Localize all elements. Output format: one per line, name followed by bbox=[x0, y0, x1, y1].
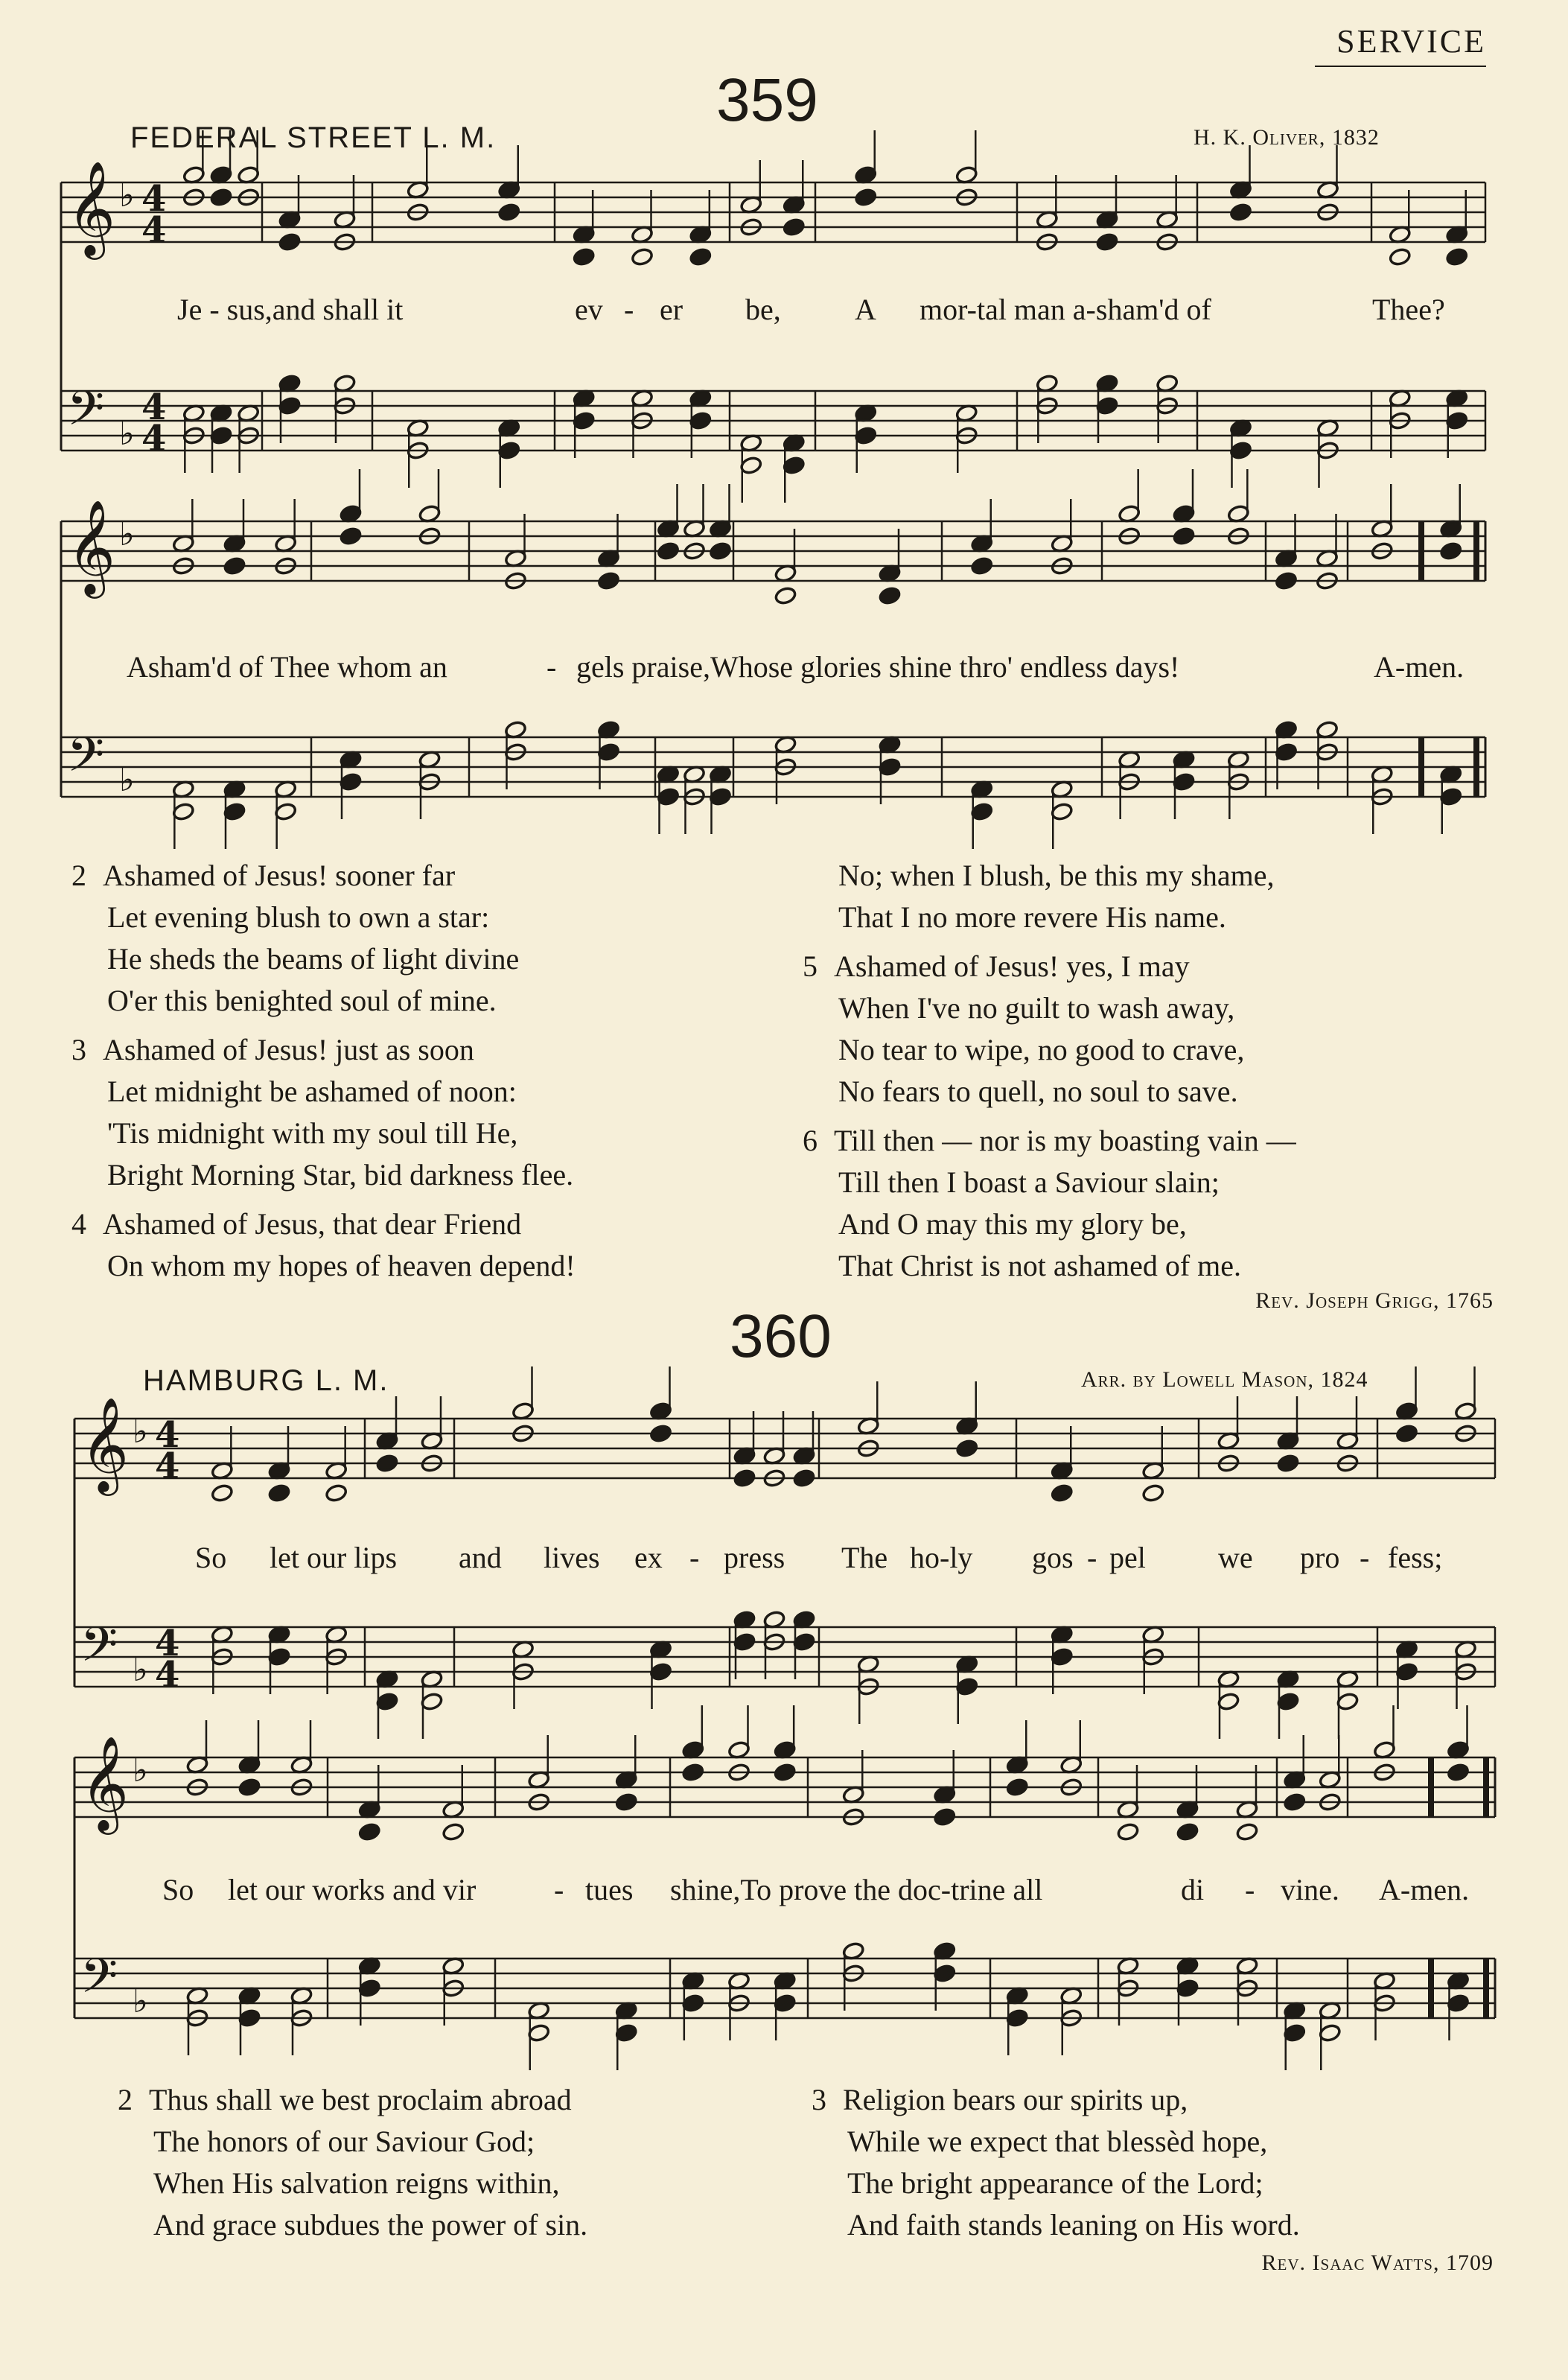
treble-clef-icon: 𝄞 bbox=[67, 499, 116, 594]
note-head bbox=[238, 2008, 261, 2028]
note-head bbox=[1395, 1424, 1418, 1443]
note-head bbox=[615, 1792, 638, 1812]
note-head bbox=[210, 426, 233, 445]
note-head bbox=[358, 1822, 381, 1842]
time-signature-top: 4 bbox=[155, 1623, 180, 1664]
verse-line: Thus shall we best proclaim abroad bbox=[149, 2083, 572, 2116]
treble-clef-icon: 𝄞 bbox=[80, 1396, 130, 1492]
note-head bbox=[421, 1692, 444, 1711]
note-head bbox=[210, 188, 233, 207]
verse-line: Ashamed of Jesus, that dear Friend bbox=[103, 1207, 522, 1241]
hymn-359-author: Rev. Joseph Grigg, 1765 bbox=[1255, 1288, 1494, 1313]
verse-number: 2 bbox=[118, 2083, 133, 2116]
note-head bbox=[1445, 411, 1468, 430]
lyric-syllable: - bbox=[546, 650, 557, 684]
note-head bbox=[879, 586, 902, 605]
note-head bbox=[1096, 396, 1119, 416]
verse-line: 'Tis midnight with my soul till He, bbox=[107, 1116, 518, 1150]
note-head bbox=[1277, 1454, 1300, 1473]
note-head bbox=[597, 742, 620, 762]
note-head bbox=[172, 802, 195, 821]
verse-line: On whom my hopes of heaven depend! bbox=[107, 1249, 576, 1282]
note-head bbox=[274, 802, 297, 821]
bass-clef-icon: 𝄢 bbox=[80, 1949, 118, 2016]
lyric-syllable: A bbox=[855, 293, 876, 326]
lyric-syllable: pel bbox=[1109, 1541, 1146, 1574]
verse-line: No fears to quell, no soul to save. bbox=[838, 1075, 1238, 1108]
verse-4 bbox=[71, 1203, 576, 1287]
lyric-syllable: - bbox=[1087, 1541, 1097, 1574]
lyric-syllable: - bbox=[624, 293, 634, 326]
verse-2 bbox=[71, 855, 576, 1022]
bass-clef-icon: 𝄢 bbox=[80, 1617, 118, 1684]
time-signature-top: 4 bbox=[155, 1414, 180, 1456]
verse-number: 2 bbox=[71, 859, 86, 892]
note-head bbox=[1096, 232, 1119, 252]
note-head bbox=[1277, 1692, 1300, 1711]
lyric-syllable: Thee? bbox=[1372, 293, 1445, 326]
note-head bbox=[709, 787, 732, 806]
note-head bbox=[325, 1483, 348, 1503]
verse-number: 4 bbox=[71, 1207, 86, 1241]
lyric-syllable: tues bbox=[585, 1873, 634, 1906]
note-head bbox=[442, 1822, 465, 1842]
note-head bbox=[970, 556, 993, 576]
verse-line: When His salvation reigns within, bbox=[153, 2166, 560, 2200]
lyric-syllable: So bbox=[162, 1873, 194, 1906]
verse-line: O'er this benighted soul of mine. bbox=[107, 984, 497, 1017]
note-head bbox=[1275, 742, 1298, 762]
note-head bbox=[689, 411, 713, 430]
bass-clef-icon: 𝄢 bbox=[67, 381, 105, 448]
verse-line: While we expect that blessèd hope, bbox=[847, 2125, 1268, 2158]
hymn-360-verses-left bbox=[118, 2079, 587, 2246]
lyric-syllable: A-men. bbox=[1379, 1873, 1470, 1906]
lyric-syllable: gels praise,Whose glories shine thro' endless days! bbox=[576, 650, 1180, 684]
note-head bbox=[1283, 2023, 1306, 2043]
note-head bbox=[774, 1763, 797, 1782]
time-signature-top: 4 bbox=[141, 178, 167, 220]
lyric-syllable: - bbox=[1245, 1873, 1255, 1906]
verse-line: And grace subdues the power of sin. bbox=[153, 2208, 588, 2241]
note-head bbox=[597, 571, 620, 591]
verse-number: 3 bbox=[71, 1033, 86, 1066]
verse-line: And faith stands leaning on His word. bbox=[847, 2208, 1300, 2241]
note-head bbox=[955, 1677, 978, 1696]
note-head bbox=[1389, 247, 1412, 267]
note-head bbox=[879, 757, 902, 777]
note-head bbox=[238, 1778, 261, 1797]
lyric-syllable: Asham'd of Thee whom an bbox=[127, 650, 447, 684]
lyric-syllable: fess; bbox=[1388, 1541, 1443, 1574]
verse-line: Let midnight be ashamed of noon: bbox=[107, 1075, 517, 1108]
flat-icon: ♭ bbox=[133, 1982, 148, 2020]
lyric-syllable: be, bbox=[745, 293, 781, 326]
note-head bbox=[1439, 787, 1462, 806]
verse-line: When I've no guilt to wash away, bbox=[838, 991, 1235, 1025]
note-head bbox=[340, 526, 363, 546]
note-head bbox=[1217, 1692, 1240, 1711]
lyric-syllable: A-men. bbox=[1374, 650, 1465, 684]
flat-icon: ♭ bbox=[119, 761, 135, 799]
verse-line: Religion bears our spirits up, bbox=[843, 2083, 1188, 2116]
note-head bbox=[970, 802, 993, 821]
flat-icon: ♭ bbox=[133, 1751, 148, 1789]
lyric-syllable: ex bbox=[634, 1541, 663, 1574]
lyric-syllable: gos bbox=[1032, 1541, 1074, 1574]
verse-line: That Christ is not ashamed of me. bbox=[838, 1249, 1242, 1282]
lyric-syllable: er bbox=[660, 293, 683, 326]
note-head bbox=[933, 1964, 956, 1983]
note-head bbox=[268, 1483, 291, 1503]
note-head bbox=[631, 247, 654, 267]
hymn-360-verses-right bbox=[812, 2079, 1300, 2246]
note-head bbox=[793, 1469, 816, 1488]
verse-line: That I no more revere His name. bbox=[838, 900, 1226, 934]
lyric-syllable: ev bbox=[575, 293, 603, 326]
note-head bbox=[340, 772, 363, 792]
verse-number: 3 bbox=[812, 2083, 826, 2116]
hymn-359-composer: H. K. Oliver, 1832 bbox=[1193, 125, 1380, 150]
time-signature-bottom: 4 bbox=[141, 418, 167, 459]
note-head bbox=[278, 232, 302, 252]
note-head bbox=[854, 426, 877, 445]
note-head bbox=[1275, 571, 1298, 591]
note-head bbox=[358, 1979, 381, 1998]
note-head bbox=[1051, 802, 1074, 821]
lyric-syllable: ho-ly bbox=[910, 1541, 973, 1574]
lyric-syllable: lives bbox=[544, 1541, 600, 1574]
note-head bbox=[783, 456, 806, 475]
note-head bbox=[649, 1424, 672, 1443]
note-head bbox=[573, 247, 596, 267]
note-head bbox=[682, 1763, 705, 1782]
note-head bbox=[1173, 772, 1196, 792]
treble-clef-icon: 𝄞 bbox=[67, 160, 116, 255]
hymn-359-verses-right bbox=[803, 855, 1296, 1287]
flat-icon: ♭ bbox=[119, 415, 135, 453]
note-head bbox=[1439, 541, 1462, 561]
note-head bbox=[1173, 526, 1196, 546]
section-label: SERVICE bbox=[1336, 23, 1486, 60]
time-signature-bottom: 4 bbox=[155, 1654, 180, 1696]
verse-4-continued bbox=[803, 855, 1296, 938]
note-head bbox=[1447, 1763, 1470, 1782]
note-head bbox=[211, 1483, 234, 1503]
note-head bbox=[1006, 1778, 1029, 1797]
lyric-syllable: - bbox=[689, 1541, 700, 1574]
note-head bbox=[527, 2023, 550, 2043]
lyric-syllable: So bbox=[195, 1541, 227, 1574]
verse-line: The bright appearance of the Lord; bbox=[847, 2166, 1263, 2200]
note-head bbox=[649, 1662, 672, 1681]
note-head bbox=[657, 541, 680, 561]
verse-line: Ashamed of Jesus! sooner far bbox=[103, 859, 456, 892]
verse-line: Ashamed of Jesus! just as soon bbox=[103, 1033, 474, 1066]
flat-icon: ♭ bbox=[133, 1413, 148, 1451]
note-head bbox=[1051, 1483, 1074, 1503]
note-head bbox=[657, 787, 680, 806]
note-head bbox=[376, 1692, 399, 1711]
note-head bbox=[1006, 2008, 1029, 2028]
note-head bbox=[1395, 1662, 1418, 1681]
note-head bbox=[955, 1439, 978, 1458]
hymn-360-composer: Arr. by Lowell Mason, 1824 bbox=[1081, 1367, 1368, 1392]
note-head bbox=[739, 456, 762, 475]
note-head bbox=[1229, 441, 1252, 460]
verse-number: 5 bbox=[803, 949, 818, 983]
note-head bbox=[223, 802, 246, 821]
flat-icon: ♭ bbox=[133, 1651, 148, 1689]
note-head bbox=[1176, 1979, 1199, 1998]
note-head bbox=[1283, 1792, 1306, 1812]
verse-6 bbox=[803, 1120, 1296, 1287]
hymn-359-number: 359 bbox=[716, 66, 818, 134]
note-head bbox=[1447, 1994, 1470, 2013]
note-head bbox=[1336, 1692, 1360, 1711]
hymn-360-tune: HAMBURG L. M. bbox=[143, 1364, 389, 1397]
hymn-360-number: 360 bbox=[730, 1302, 832, 1370]
verse-number: 6 bbox=[803, 1124, 818, 1157]
lyric-syllable: and bbox=[459, 1541, 502, 1574]
note-head bbox=[1176, 1822, 1199, 1842]
verse-line: And O may this my glory be, bbox=[838, 1207, 1187, 1241]
lyric-syllable: let our lips bbox=[270, 1541, 398, 1574]
note-head bbox=[774, 1994, 797, 2013]
lyric-syllable: Je - sus,and shall it bbox=[177, 293, 404, 326]
lyric-syllable: - bbox=[554, 1873, 564, 1906]
note-head bbox=[573, 411, 596, 430]
lyric-syllable: vine. bbox=[1281, 1873, 1339, 1906]
verse-line: The honors of our Saviour God; bbox=[153, 2125, 535, 2158]
hymn-359-verses-left bbox=[71, 855, 576, 1287]
lyric-syllable: pro bbox=[1300, 1541, 1340, 1574]
lyric-syllable: shine,To prove the doc-trine all bbox=[670, 1873, 1043, 1906]
time-signature-bottom: 4 bbox=[141, 209, 167, 251]
note-head bbox=[497, 441, 520, 460]
note-head bbox=[1141, 1483, 1164, 1503]
note-head bbox=[733, 1469, 756, 1488]
note-head bbox=[783, 217, 806, 237]
note-head bbox=[1319, 2023, 1342, 2043]
treble-clef-icon: 𝄞 bbox=[80, 1735, 130, 1830]
note-head bbox=[1445, 247, 1468, 267]
note-head bbox=[854, 188, 877, 207]
verse-line: Ashamed of Jesus! yes, I may bbox=[834, 949, 1190, 983]
verse-line: Till then — nor is my boasting vain — bbox=[834, 1124, 1296, 1157]
note-head bbox=[933, 1807, 956, 1827]
note-head bbox=[615, 2023, 638, 2043]
note-head bbox=[682, 1994, 705, 2013]
verse-line: Till then I boast a Saviour slain; bbox=[838, 1165, 1220, 1199]
verse-3 bbox=[71, 1029, 576, 1196]
hymn-359-tune: FEDERAL STREET L. M. bbox=[130, 121, 497, 154]
lyric-syllable: di bbox=[1181, 1873, 1205, 1906]
note-head bbox=[268, 1647, 291, 1667]
note-head bbox=[793, 1632, 816, 1652]
note-head bbox=[278, 396, 302, 416]
verse-line: No tear to wipe, no good to crave, bbox=[838, 1033, 1245, 1066]
time-signature-top: 4 bbox=[141, 386, 167, 428]
verse-line: No; when I blush, be this my shame, bbox=[838, 859, 1275, 892]
lyric-syllable: we bbox=[1218, 1541, 1253, 1574]
note-head bbox=[376, 1454, 399, 1473]
lyric-syllable: let our works and vir bbox=[228, 1873, 477, 1906]
note-head bbox=[1236, 1822, 1259, 1842]
lyric-syllable: press bbox=[724, 1541, 785, 1574]
verse-line: Bright Morning Star, bid darkness flee. bbox=[107, 1158, 574, 1191]
note-head bbox=[1229, 203, 1252, 222]
verse-5 bbox=[803, 946, 1296, 1113]
note-head bbox=[1117, 1822, 1140, 1842]
time-signature-bottom: 4 bbox=[155, 1445, 180, 1487]
bass-clef-icon: 𝄢 bbox=[67, 728, 105, 795]
hymn-360-author: Rev. Isaac Watts, 1709 bbox=[1261, 2250, 1494, 2275]
lyric-syllable: mor-tal man a-sham'd of bbox=[920, 293, 1211, 326]
flat-icon: ♭ bbox=[119, 176, 135, 214]
lyric-syllable: - bbox=[1360, 1541, 1370, 1574]
note-head bbox=[223, 556, 246, 576]
note-head bbox=[733, 1632, 756, 1652]
note-head bbox=[709, 541, 732, 561]
note-head bbox=[689, 247, 713, 267]
flat-icon: ♭ bbox=[119, 515, 135, 553]
verse-line: He sheds the beams of light divine bbox=[107, 942, 520, 976]
lyric-syllable: The bbox=[841, 1541, 888, 1574]
verse-line: Let evening blush to own a star: bbox=[107, 900, 490, 934]
note-head bbox=[774, 586, 797, 605]
note-head bbox=[497, 203, 520, 222]
note-head bbox=[1051, 1647, 1074, 1667]
